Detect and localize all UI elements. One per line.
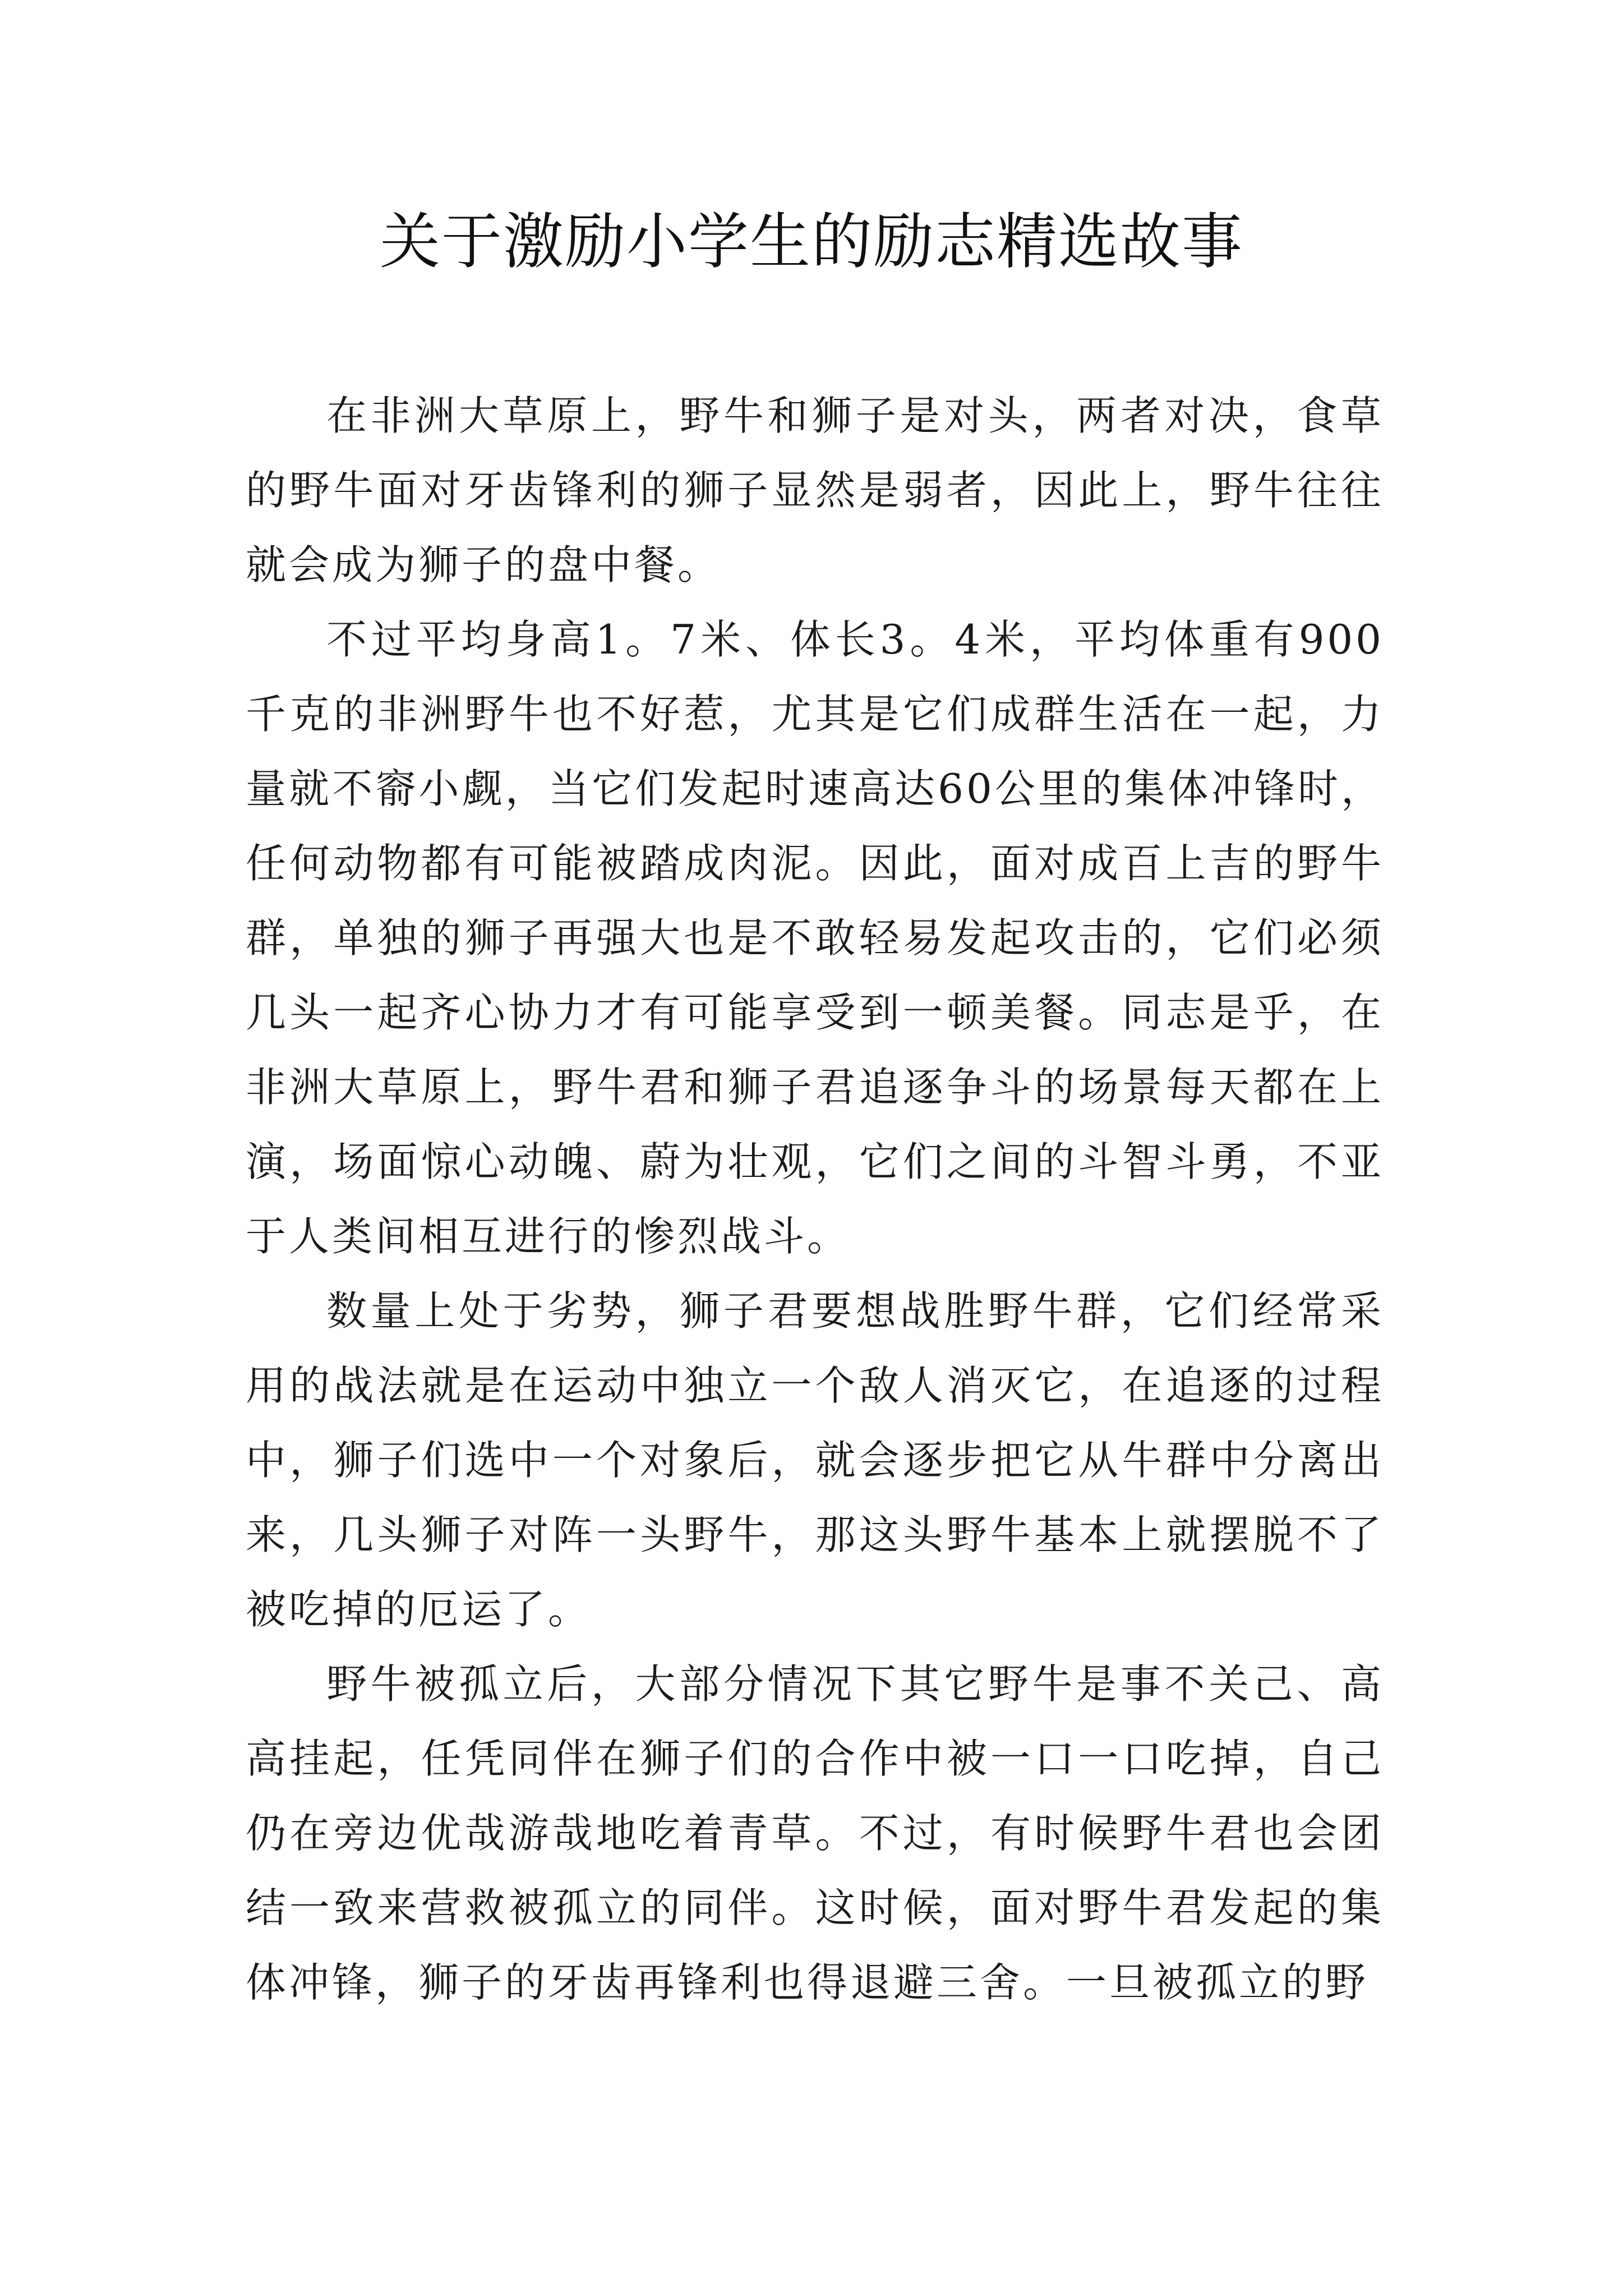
paragraph: 野牛被孤立后，大部分情况下其它野牛是事不关己、高高挂起，任凭同伴在狮子们的合作中被一口一口吃掉，自己仍在旁边优哉游哉地吃着青草。不过，有时候野牛君也会团结一致来营救被孤立的同伴。这时候，面对野牛君发起的集体冲锋，狮子的牙齿再锋利也得退避三舍。一旦被孤立的野 [246,1660,1384,2006]
paragraph: 在非洲大草原上，野牛和狮子是对头，两者对决，食草的野牛面对牙齿锋利的狮子显然是弱者，因此上，野牛往往就会成为狮子的盘中餐。 [246,392,1384,588]
document-title: 关于激励小学生的励志精选故事 [379,207,1243,277]
paragraph: 数量上处于劣势，狮子君要想战胜野牛群，它们经常采用的战法就是在运动中独立一个敌人消灭它，在追逐的过程中，狮子们选中一个对象后，就会逐步把它从牛群中分离出来，几头狮子对阵一头野牛，那这头野牛基本上就摆脱不了被吃掉的厄运了。 [246,1287,1384,1633]
document-body [246,379,1384,2020]
paragraph: 不过平均身高1。7米、体长3。4米，平均体重有900千克的非洲野牛也不好惹，尤其是它们成群生活在一起，力量就不窬小觑，当它们发起时速高达60公里的集体冲锋时，任何动物都有可能被踏成肉泥。因此，面对成百上吉的野牛群，单独的狮子再强大也是不敢轻易发起攻击的，它们必须几头一起齐心协力才有可能享受到一顿美餐。同志是乎，在非洲大草原上，野牛君和狮子君追逐争斗的场景每天都在上演，场面惊心动魄、蔚为壮观，它们之间的斗智斗勇，不亚于人类间相互进行的惨烈战斗。 [246,616,1384,1260]
